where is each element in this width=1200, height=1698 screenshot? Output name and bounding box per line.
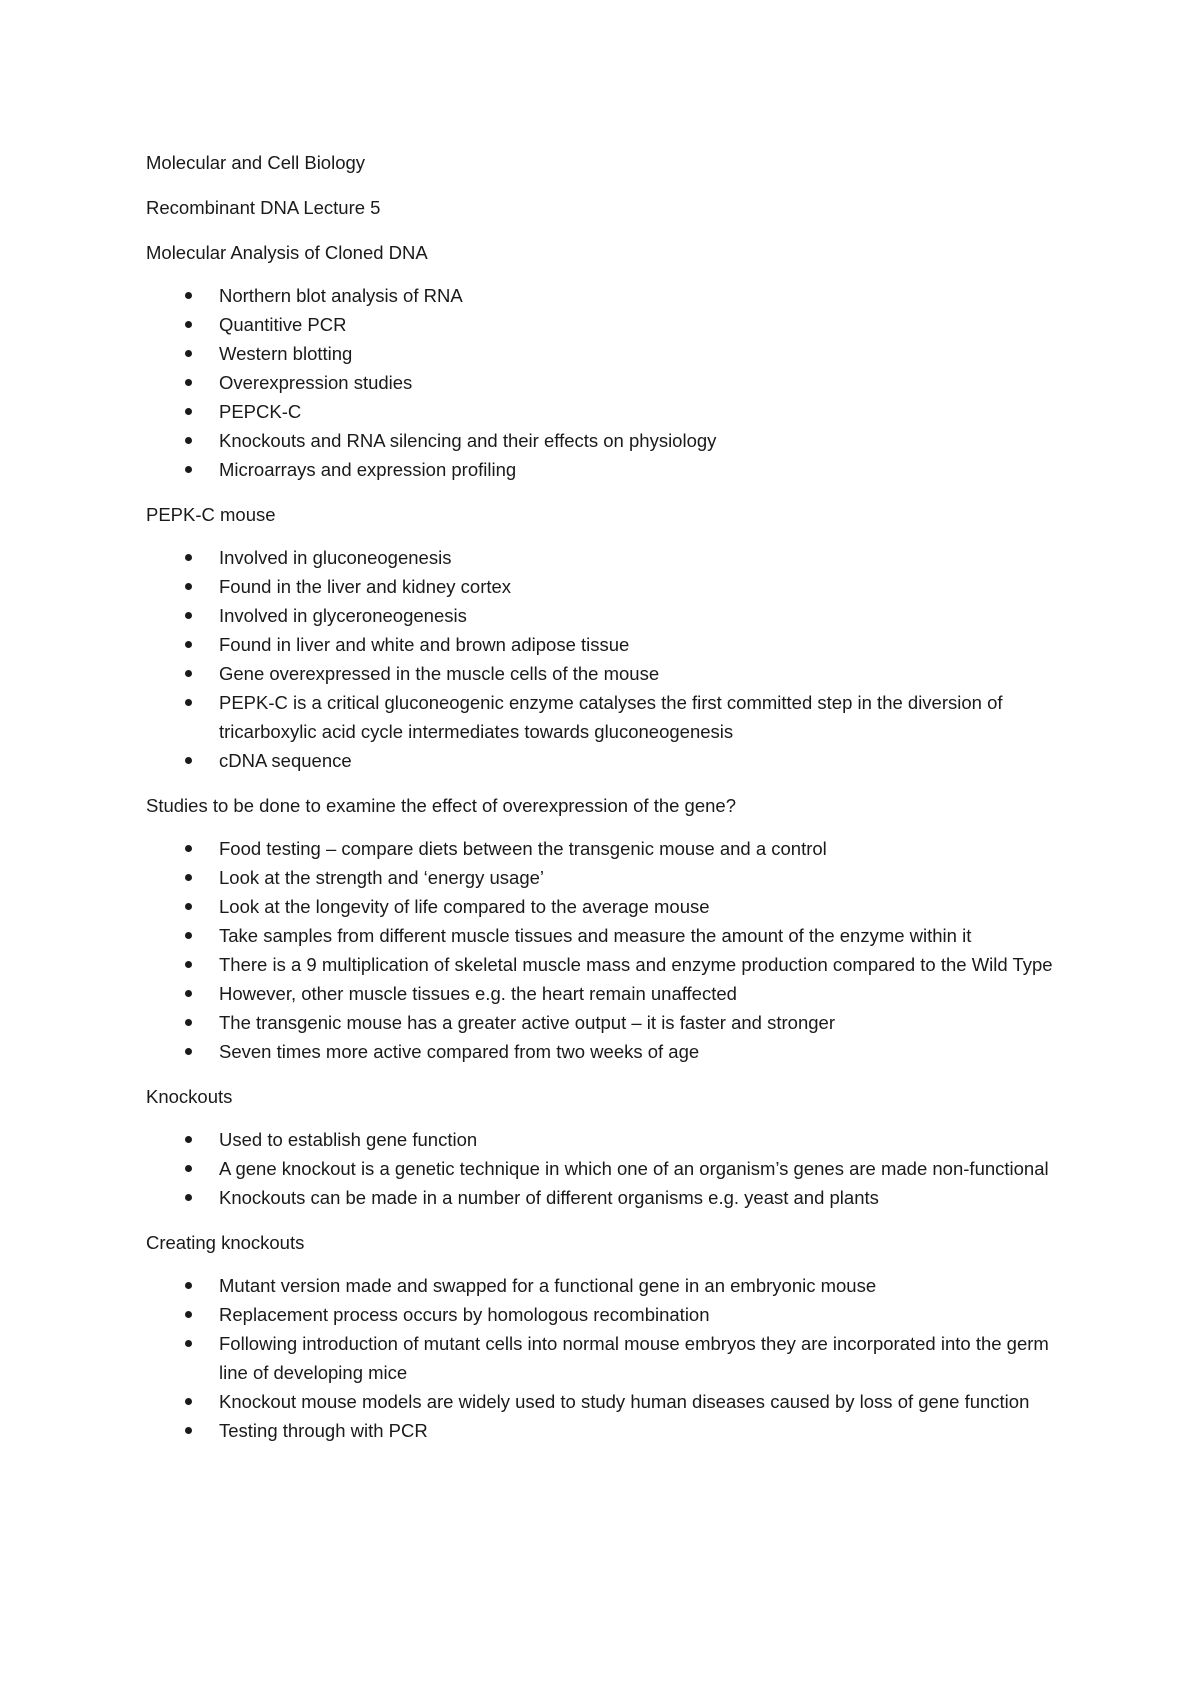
bullet-icon [185,466,192,473]
list-item-text: Testing through with PCR [219,1420,428,1441]
list-item [146,601,1066,630]
list-item-text: However, other muscle tissues e.g. the heart remain unaffected [219,983,737,1004]
bullet-icon [185,1340,192,1347]
list-item-text: cDNA sequence [219,750,352,771]
bullet-list [146,1271,1066,1445]
bullet-list [146,543,1066,775]
list-item-text: A gene knockout is a genetic technique in which one of an organism’s genes are made non-functional [219,1158,1049,1179]
bullet-icon [185,1019,192,1026]
list-item [146,543,1066,572]
list-item-text: Knockout mouse models are widely used to study human diseases caused by loss of gene function [219,1391,1030,1412]
list-item-text: Knockouts and RNA silencing and their effects on physiology [219,430,717,451]
lecture-title: Recombinant DNA Lecture 5 [146,197,381,218]
list-item-text: Northern blot analysis of RNA [219,285,463,306]
list-item-text: Overexpression studies [219,372,413,393]
bullet-list [146,834,1066,1066]
list-item [146,659,1066,688]
bullet-icon [185,554,192,561]
bullet-icon [185,903,192,910]
bullet-list [146,1125,1066,1212]
bullet-icon [185,961,192,968]
list-item [146,834,1066,863]
list-item [146,1300,1066,1329]
list-item [146,397,1066,426]
list-item [146,979,1066,1008]
bullet-icon [185,350,192,357]
list-item [146,1008,1066,1037]
bullet-icon [185,612,192,619]
list-item [146,1329,1066,1387]
list-item [146,892,1066,921]
list-item-text: PEPK-C is a critical gluconeogenic enzyme catalyses the first committed step in the diversion of tricarboxylic acid cycle intermediates towards gluconeogenesis [219,692,1003,742]
bullet-icon [185,408,192,415]
list-item [146,426,1066,455]
list-item [146,1154,1066,1183]
bullet-icon [185,1311,192,1318]
list-item-text: Replacement process occurs by homologous recombination [219,1304,710,1325]
bullet-icon [185,670,192,677]
document-title: Molecular and Cell Biology [146,152,366,173]
bullet-icon [185,1194,192,1201]
list-item [146,1271,1066,1300]
bullet-icon [185,990,192,997]
list-item [146,310,1066,339]
list-item-text: Following introduction of mutant cells into normal mouse embryos they are incorporated into the germ line of developing mice [219,1333,1049,1383]
list-item [146,1125,1066,1154]
list-item [146,455,1066,484]
list-item-text: Seven times more active compared from two weeks of age [219,1041,700,1062]
bullet-icon [185,1165,192,1172]
bullet-icon [185,845,192,852]
list-item-text: Involved in gluconeogenesis [219,547,452,568]
list-item [146,630,1066,659]
list-item [146,1183,1066,1212]
bullet-icon [185,321,192,328]
bullet-icon [185,932,192,939]
list-item [146,1387,1066,1416]
list-item-text: Western blotting [219,343,353,364]
section-heading: PEPK-C mouse [146,504,276,525]
bullet-icon [185,583,192,590]
list-item-text: The transgenic mouse has a greater active output – it is faster and stronger [219,1012,835,1033]
list-item-text: PEPCK-C [219,401,302,422]
section-heading: Molecular Analysis of Cloned DNA [146,242,428,263]
list-item [146,572,1066,601]
bullet-icon [185,1282,192,1289]
bullet-list [146,281,1066,484]
bullet-icon [185,437,192,444]
list-item-text: There is a 9 multiplication of skeletal muscle mass and enzyme production compared to the Wild Type [219,954,1053,975]
list-item [146,281,1066,310]
list-item [146,1037,1066,1066]
list-item-text: Found in liver and white and brown adipose tissue [219,634,630,655]
list-item-text: Gene overexpressed in the muscle cells of the mouse [219,663,660,684]
list-item-text: Look at the longevity of life compared to the average mouse [219,896,710,917]
bullet-icon [185,1048,192,1055]
bullet-icon [185,292,192,299]
list-item-text: Knockouts can be made in a number of different organisms e.g. yeast and plants [219,1187,879,1208]
bullet-icon [185,699,192,706]
bullet-icon [185,757,192,764]
list-item-text: Involved in glyceroneogenesis [219,605,467,626]
document-body [146,148,1066,1461]
section-heading: Creating knockouts [146,1232,305,1253]
list-item-text: Take samples from different muscle tissues and measure the amount of the enzyme within it [219,925,972,946]
list-item-text: Food testing – compare diets between the transgenic mouse and a control [219,838,827,859]
list-item [146,950,1066,979]
sections-container [146,238,1066,1445]
list-item [146,746,1066,775]
list-item [146,921,1066,950]
list-item-text: Mutant version made and swapped for a functional gene in an embryonic mouse [219,1275,877,1296]
bullet-icon [185,874,192,881]
bullet-icon [185,1136,192,1143]
list-item [146,368,1066,397]
bullet-icon [185,1427,192,1434]
list-item-text: Used to establish gene function [219,1129,478,1150]
list-item-text: Found in the liver and kidney cortex [219,576,512,597]
section-heading: Studies to be done to examine the effect of overexpression of the gene? [146,795,737,816]
list-item [146,339,1066,368]
list-item [146,863,1066,892]
list-item [146,1416,1066,1445]
list-item-text: Quantitive PCR [219,314,347,335]
list-item [146,688,1066,746]
bullet-icon [185,1398,192,1405]
section-heading: Knockouts [146,1086,233,1107]
bullet-icon [185,379,192,386]
bullet-icon [185,641,192,648]
list-item-text: Microarrays and expression profiling [219,459,517,480]
list-item-text: Look at the strength and ‘energy usage’ [219,867,545,888]
